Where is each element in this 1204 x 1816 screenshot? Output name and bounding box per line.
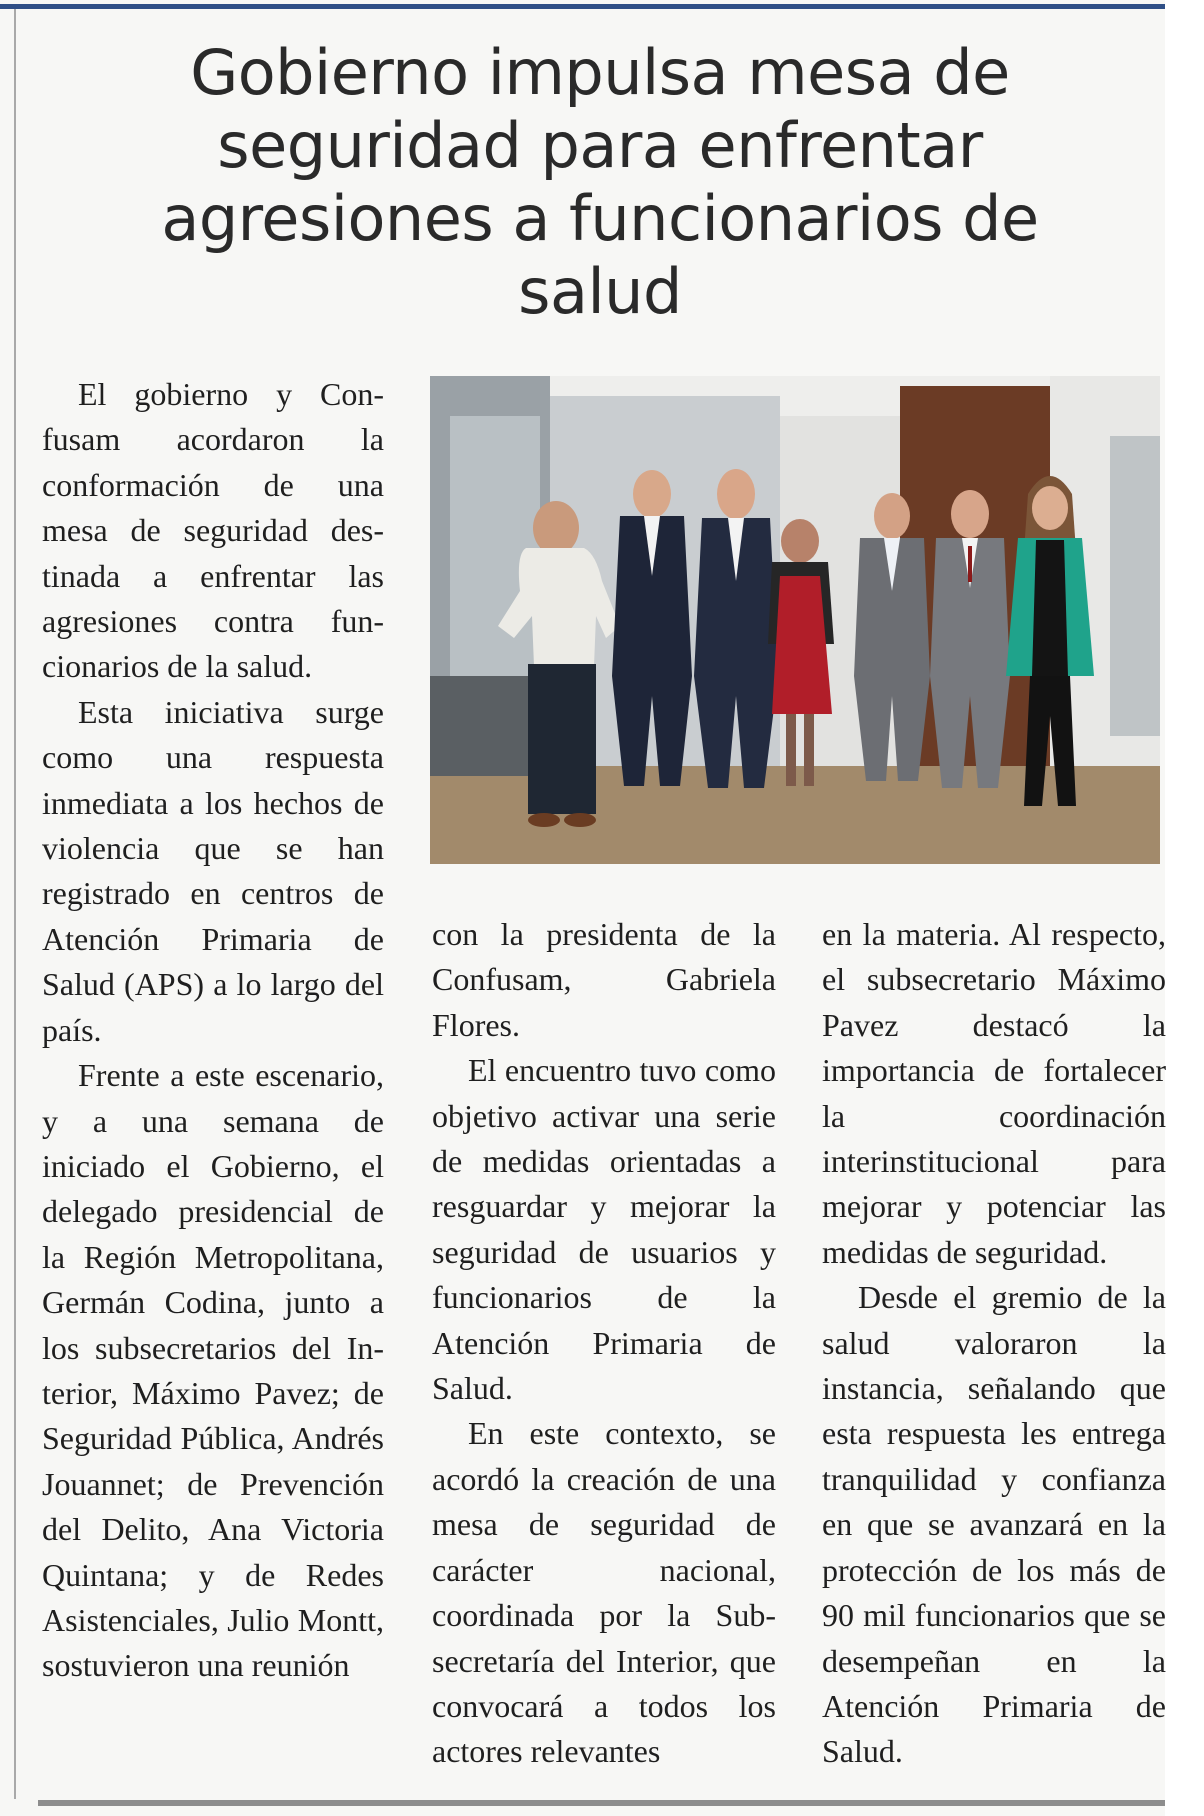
paragraph-3-continued: con la presidenta de la Confusam, Gabriela Flores.	[432, 916, 776, 1043]
paragraph-6: Desde el gremio de la salud valoraron la instancia, señalando que esta respuesta les entrega tranquilidad y confianza en que se avanzará en la protección de los más de 90 mil funcionarios que se desempeñan en la Atención Primaria de Salud.	[822, 1279, 1166, 1770]
article-photo	[430, 376, 1160, 864]
text-column-2	[432, 912, 776, 1775]
paragraph-1: El gobierno y Confusam acordaron la conformación de una mesa de seguridad destinada a enfrentar las agresiones contra funcionarios de la salud.	[42, 376, 384, 685]
page-edge	[1165, 0, 1204, 1816]
paragraph-2: Esta iniciativa surge como una respuesta inmediata a los hechos de violencia que se han registrado en centros de Atención Primaria de Salud (APS) a lo largo del país.	[42, 693, 384, 1048]
paragraph-5-continued: en la materia. Al respecto, el subsecretario Máximo Pavez destacó la importancia de fortalecer la coordinación interinstitucional para mejorar y potenciar las medidas de seguridad.	[822, 916, 1166, 1270]
top-rule	[0, 4, 1165, 9]
left-margin-rule	[14, 9, 16, 1799]
group-photo-illustration	[430, 376, 1160, 864]
text-column-1	[42, 372, 384, 1689]
paragraph-4: El encuentro tuvo como objetivo activar una serie de medidas orientadas a resguardar y mejorar la seguridad de usuarios y funcionarios de la Atención Primaria de Salud.	[432, 1052, 776, 1407]
paragraph-5: En este contexto, se acordó la creación de una mesa de seguridad de carácter nacional, coordinada por la Subsecretaría del Interior, que convocará a todos los actores relevantes	[432, 1415, 776, 1770]
text-column-3	[822, 912, 1166, 1775]
headline: Gobierno impulsa mesa de seguridad para enfrentar agresiones a funcionarios de salud	[161, 36, 1039, 328]
paragraph-3: Frente a este escenario, y a una semana de iniciado el Gobierno, el delegado presidencial de la Región Metropolitana, Germán Codina, junto a los subsecretarios del Interior, Máximo Pavez; de Seguridad Pública, Andrés Jouannet; de Prevención del Delito, Ana Victoria Quintana; y de Redes Asistenciales, Julio Montt, sostuvieron una reunión	[42, 1057, 384, 1684]
bottom-rule	[38, 1800, 1165, 1806]
